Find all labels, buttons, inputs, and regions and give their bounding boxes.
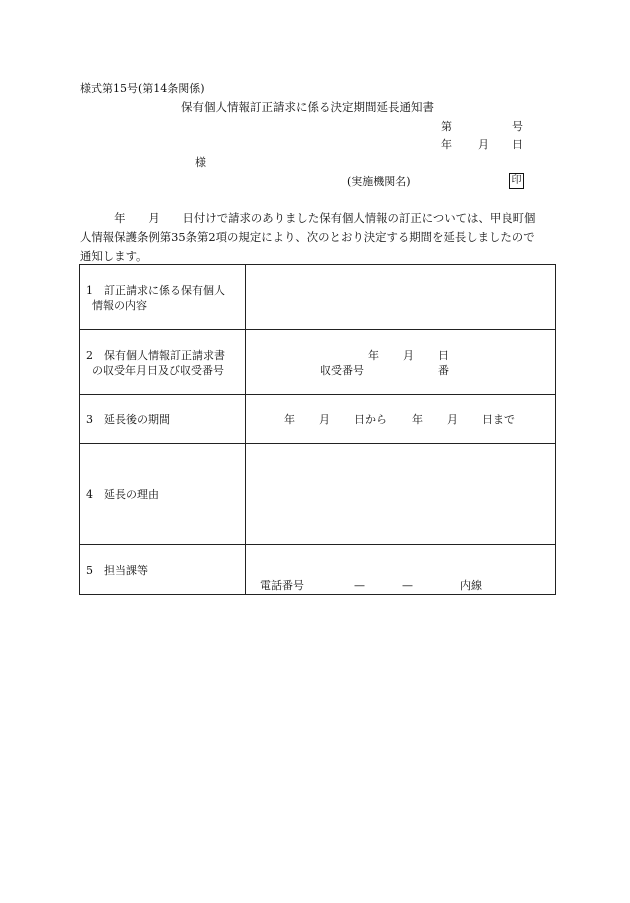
row5-label: 5 担当課等 bbox=[86, 564, 148, 577]
receipt-day: 日 bbox=[438, 349, 449, 362]
extension-label: 内線 bbox=[460, 579, 482, 592]
paragraph-line: 通知します。 bbox=[80, 249, 148, 263]
row5-value-cell[interactable] bbox=[246, 545, 556, 595]
row4-label-cell bbox=[80, 444, 246, 545]
number-suffix: 号 bbox=[512, 120, 523, 133]
row2-value-cell[interactable] bbox=[246, 330, 556, 395]
row1-label-line1: 1 訂正請求に係る保有個人 bbox=[86, 284, 225, 297]
notice-table bbox=[79, 264, 556, 595]
table-row bbox=[80, 265, 556, 330]
table-row bbox=[80, 545, 556, 595]
row3-label-cell bbox=[80, 395, 246, 444]
row2-label-cell bbox=[80, 330, 246, 395]
table-row bbox=[80, 330, 556, 395]
row1-label-line2: 情報の内容 bbox=[92, 299, 147, 312]
row3-label: 3 延長後の期間 bbox=[86, 413, 170, 426]
phone-dash-1: — bbox=[354, 579, 365, 592]
document-title: 保有個人情報訂正請求に係る決定期間延長通知書 bbox=[181, 100, 434, 114]
date-year: 年 bbox=[441, 138, 452, 151]
row4-value-cell[interactable] bbox=[246, 444, 556, 545]
receipt-number-suffix: 番 bbox=[438, 364, 449, 377]
phone-dash-2: — bbox=[402, 579, 413, 592]
table-row bbox=[80, 444, 556, 545]
receipt-month: 月 bbox=[403, 349, 414, 362]
seal-stamp: 印 bbox=[509, 173, 524, 189]
date-day: 日 bbox=[512, 138, 523, 151]
phone-label: 電話番号 bbox=[260, 579, 304, 592]
receipt-year: 年 bbox=[368, 349, 379, 362]
row4-label: 4 延長の理由 bbox=[86, 488, 159, 501]
receipt-number-label: 収受番号 bbox=[320, 364, 364, 377]
row3-value-cell[interactable] bbox=[246, 395, 556, 444]
period-day-to: 日まで bbox=[482, 413, 515, 426]
row1-value-cell[interactable] bbox=[246, 265, 556, 330]
date-month: 月 bbox=[478, 138, 489, 151]
row2-label-line2: の収受年月日及び収受番号 bbox=[92, 364, 224, 377]
row2-label-line1: 2 保有個人情報訂正請求書 bbox=[86, 349, 225, 362]
period-day-from: 日から bbox=[354, 413, 387, 426]
paragraph-line: 人情報保護条例第35条第2項の規定により、次のとおり決定する期間を延長しましたので bbox=[80, 230, 535, 244]
period-month-from: 月 bbox=[319, 413, 330, 426]
notice-paragraph bbox=[80, 209, 558, 266]
form-number: 様式第15号(第14条関係) bbox=[80, 82, 205, 95]
period-year-from: 年 bbox=[284, 413, 295, 426]
row5-label-cell bbox=[80, 545, 246, 595]
period-year-to: 年 bbox=[412, 413, 423, 426]
period-month-to: 月 bbox=[447, 413, 458, 426]
paragraph-line: 年 月 日付けで請求のありました保有個人情報の訂正については、甲良町個 bbox=[80, 211, 536, 225]
addressee-honorific: 様 bbox=[195, 156, 206, 169]
agency-name: (実施機関名) bbox=[347, 175, 411, 188]
table-row bbox=[80, 395, 556, 444]
row1-label-cell bbox=[80, 265, 246, 330]
number-prefix: 第 bbox=[441, 120, 452, 133]
